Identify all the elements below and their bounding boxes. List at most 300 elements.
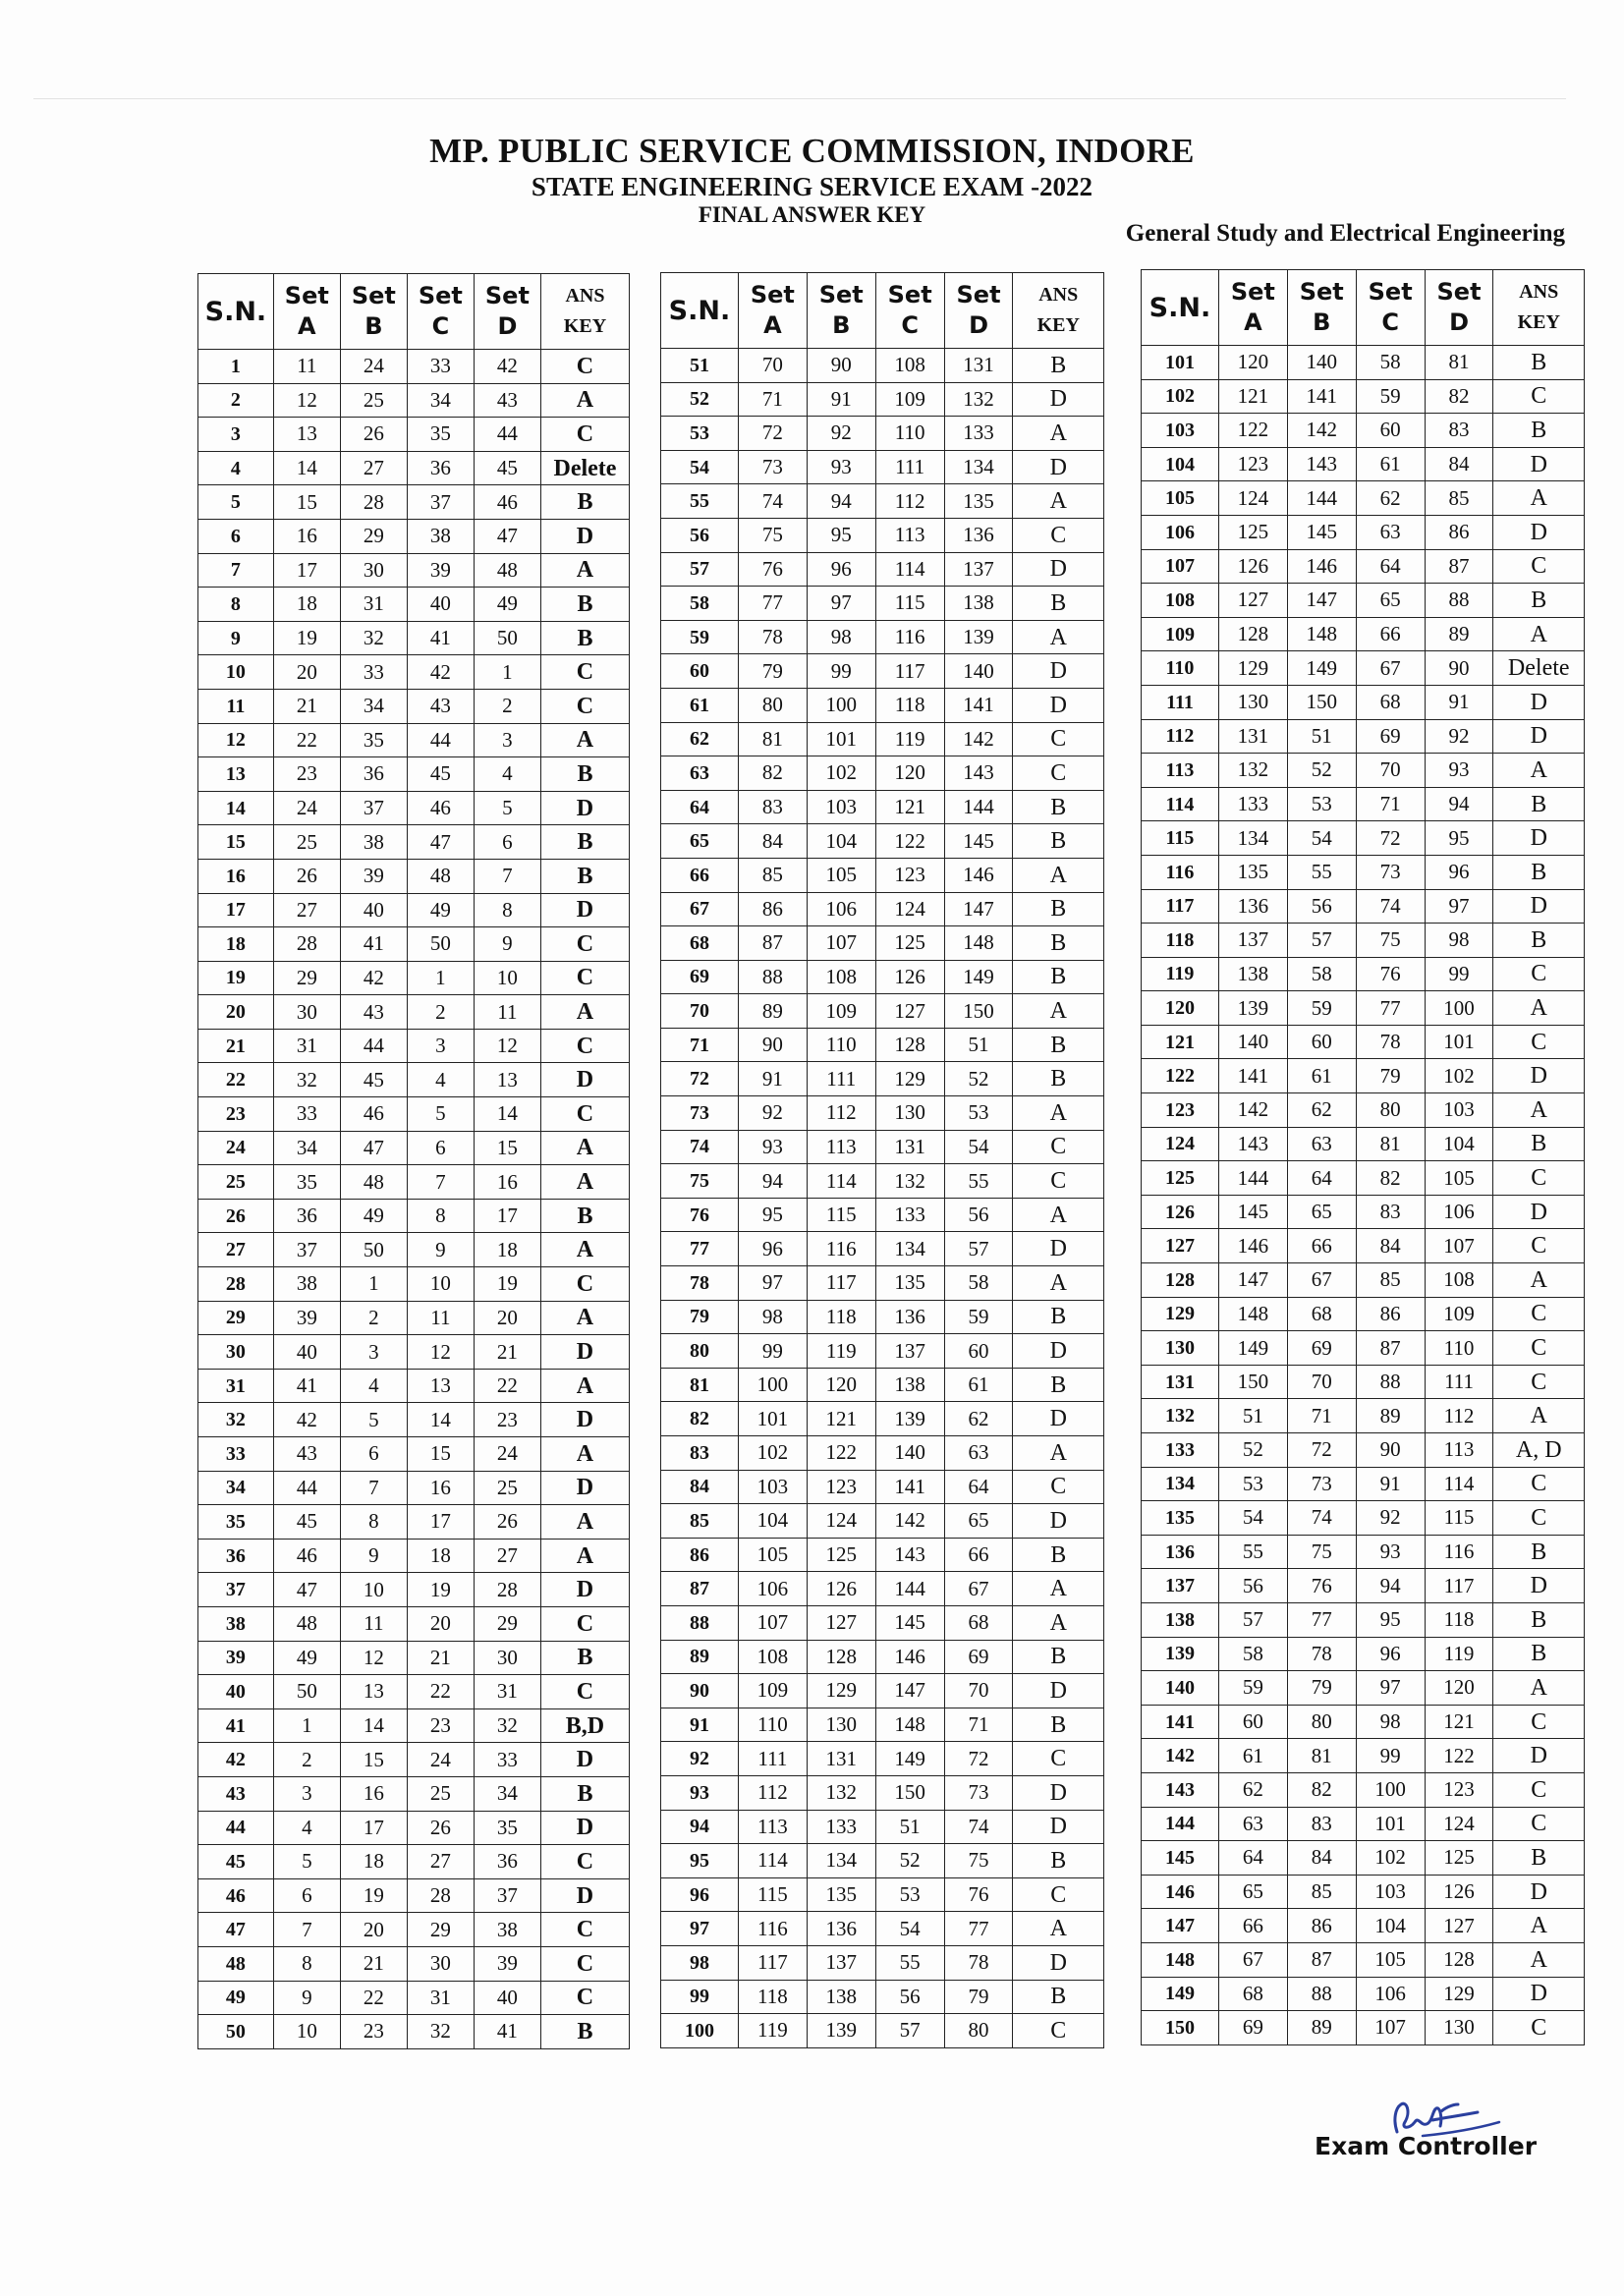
header-line-top: Set	[956, 281, 1001, 308]
sn-cell: 149	[1142, 1977, 1219, 2011]
set-d-cell: 31	[474, 1675, 540, 1709]
table-row	[1142, 515, 1585, 549]
set-d-cell: 112	[1425, 1399, 1493, 1433]
set-d-cell: 126	[1425, 1875, 1493, 1909]
set-d-cell: 70	[944, 1674, 1013, 1708]
set-c-cell: 80	[1356, 1093, 1425, 1128]
set-b-cell: 31	[340, 588, 407, 622]
ans-key-cell: A	[1493, 991, 1585, 1026]
ans-key-cell: D	[540, 1743, 629, 1777]
set-d-cell: 132	[944, 382, 1013, 417]
set-a-cell: 6	[273, 1878, 340, 1913]
set-d-cell: 127	[1425, 1909, 1493, 1943]
set-c-cell: 111	[875, 450, 944, 484]
set-b-cell: 11	[340, 1606, 407, 1641]
set-c-cell: 115	[875, 587, 944, 621]
set-d-cell: 47	[474, 519, 540, 553]
ans-key-cell: B	[1013, 1640, 1104, 1674]
table-row	[1142, 1535, 1585, 1569]
set-a-cell: 1	[273, 1708, 340, 1743]
ans-key-cell: D	[1493, 447, 1585, 481]
sn-cell: 147	[1142, 1909, 1219, 1943]
set-b-cell: 6	[340, 1437, 407, 1472]
header-line-bottom: C	[431, 312, 450, 340]
table-row	[198, 553, 630, 588]
sn-cell: 60	[661, 654, 739, 689]
table-row	[1142, 1433, 1585, 1468]
set-d-cell: 117	[1425, 1569, 1493, 1603]
set-d-cell: 55	[944, 1164, 1013, 1199]
sn-cell: 98	[661, 1945, 739, 1980]
set-b-cell: 80	[1287, 1705, 1356, 1739]
table-row	[661, 1504, 1104, 1539]
sn-cell: 66	[661, 858, 739, 892]
set-b-cell: 76	[1287, 1569, 1356, 1603]
table-row	[1142, 1501, 1585, 1536]
set-b-cell: 21	[340, 1946, 407, 1981]
table-row	[661, 1605, 1104, 1640]
sn-cell: 133	[1142, 1433, 1219, 1468]
set-a-cell: 9	[273, 1981, 340, 2015]
ans-key-cell: C	[1013, 1130, 1104, 1164]
set-a-cell: 90	[738, 1028, 807, 1062]
ans-key-cell: C	[1013, 756, 1104, 791]
set-b-cell: 13	[340, 1675, 407, 1709]
sn-cell: 86	[661, 1538, 739, 1572]
ans-key-cell: B	[540, 1776, 629, 1811]
table-row	[198, 859, 630, 893]
set-a-cell: 85	[738, 858, 807, 892]
set-d-cell: 131	[944, 349, 1013, 383]
set-b-cell: 138	[807, 1980, 875, 2014]
set-a-cell: 3	[273, 1776, 340, 1811]
sn-cell: 11	[198, 689, 274, 723]
set-c-cell: 3	[407, 1029, 474, 1063]
set-a-cell: 114	[738, 1844, 807, 1878]
ans-key-cell: B	[1013, 1028, 1104, 1062]
set-c-cell: 114	[875, 552, 944, 587]
set-d-cell: 140	[944, 654, 1013, 689]
header-row	[1142, 270, 1585, 346]
sn-cell: 46	[198, 1878, 274, 1913]
set-c-cell: 89	[1356, 1399, 1425, 1433]
set-a-cell: 146	[1218, 1229, 1287, 1263]
set-a-cell: 117	[738, 1945, 807, 1980]
set-c-cell: 73	[1356, 855, 1425, 889]
sn-cell: 146	[1142, 1875, 1219, 1909]
ans-key-cell: C	[1493, 549, 1585, 584]
set-b-cell: 51	[1287, 719, 1356, 754]
table-row	[198, 1641, 630, 1675]
set-b-cell: 93	[807, 450, 875, 484]
table-row	[661, 1980, 1104, 2014]
table-row	[198, 1606, 630, 1641]
header-set-c	[875, 273, 944, 349]
set-c-cell: 39	[407, 553, 474, 588]
set-d-cell: 6	[474, 825, 540, 860]
set-b-cell: 139	[807, 2014, 875, 2048]
ans-key-cell: C	[1493, 1501, 1585, 1536]
set-b-cell: 118	[807, 1300, 875, 1334]
ans-key-cell: A	[540, 553, 629, 588]
sn-cell: 47	[198, 1913, 274, 1947]
table-row	[198, 1403, 630, 1437]
set-b-cell: 32	[340, 621, 407, 655]
sn-cell: 50	[198, 2015, 274, 2049]
set-c-cell: 22	[407, 1675, 474, 1709]
table-row	[661, 892, 1104, 926]
ans-key-cell: B	[540, 621, 629, 655]
set-c-cell: 127	[875, 994, 944, 1029]
ans-key-cell: B	[540, 1199, 629, 1233]
set-a-cell: 149	[1218, 1331, 1287, 1366]
set-b-cell: 112	[807, 1096, 875, 1131]
set-a-cell: 104	[738, 1504, 807, 1539]
ans-key-cell: B	[540, 859, 629, 893]
ans-key-cell: C	[1493, 1807, 1585, 1841]
header-line-bottom: KEY	[1036, 314, 1080, 336]
set-d-cell: 30	[474, 1641, 540, 1675]
set-a-cell: 57	[1218, 1602, 1287, 1637]
set-b-cell: 70	[1287, 1365, 1356, 1399]
set-a-cell: 16	[273, 519, 340, 553]
set-c-cell: 71	[1356, 787, 1425, 821]
set-c-cell: 47	[407, 825, 474, 860]
table-row	[198, 1573, 630, 1607]
ans-key-cell: A	[540, 1131, 629, 1165]
set-b-cell: 45	[340, 1063, 407, 1097]
set-a-cell: 35	[273, 1165, 340, 1200]
ans-key-cell: C	[540, 1675, 629, 1709]
ans-key-cell: C	[540, 1913, 629, 1947]
table-row	[661, 1232, 1104, 1266]
header-line-bottom: B	[1313, 308, 1331, 336]
table-row	[198, 1811, 630, 1845]
set-b-cell: 103	[807, 790, 875, 824]
set-d-cell: 95	[1425, 821, 1493, 856]
table-row	[198, 1708, 630, 1743]
set-d-cell: 23	[474, 1403, 540, 1437]
set-a-cell: 8	[273, 1946, 340, 1981]
set-b-cell: 133	[807, 1810, 875, 1844]
set-b-cell: 49	[340, 1199, 407, 1233]
set-b-cell: 78	[1287, 1637, 1356, 1671]
set-d-cell: 34	[474, 1776, 540, 1811]
set-b-cell: 85	[1287, 1875, 1356, 1909]
set-c-cell: 25	[407, 1776, 474, 1811]
sn-cell: 7	[198, 553, 274, 588]
set-d-cell: 40	[474, 1981, 540, 2015]
set-a-cell: 109	[738, 1674, 807, 1708]
header-line-top: Set	[351, 282, 396, 309]
header-line-top: ANS	[565, 285, 605, 307]
set-c-cell: 121	[875, 790, 944, 824]
set-d-cell: 84	[1425, 447, 1493, 481]
table-row	[198, 655, 630, 690]
table-row	[1142, 617, 1585, 651]
ans-key-cell: D	[540, 1878, 629, 1913]
ans-key-cell: B	[1013, 349, 1104, 383]
sn-cell: 109	[1142, 617, 1219, 651]
table-row	[198, 689, 630, 723]
sn-cell: 113	[1142, 754, 1219, 788]
table-row	[198, 451, 630, 485]
set-c-cell: 23	[407, 1708, 474, 1743]
table-row	[1142, 481, 1585, 516]
set-d-cell: 113	[1425, 1433, 1493, 1468]
set-d-cell: 79	[944, 1980, 1013, 2014]
set-b-cell: 4	[340, 1369, 407, 1403]
set-c-cell: 131	[875, 1130, 944, 1164]
set-a-cell: 68	[1218, 1977, 1287, 2011]
set-d-cell: 78	[944, 1945, 1013, 1980]
set-a-cell: 92	[738, 1096, 807, 1131]
set-a-cell: 128	[1218, 617, 1287, 651]
table-row	[661, 1300, 1104, 1334]
ans-key-cell: Delete	[1493, 651, 1585, 686]
set-d-cell: 71	[944, 1708, 1013, 1742]
header-line-bottom: D	[1449, 308, 1469, 336]
set-d-cell: 138	[944, 587, 1013, 621]
set-a-cell: 53	[1218, 1467, 1287, 1501]
set-a-cell: 124	[1218, 481, 1287, 516]
set-b-cell: 110	[807, 1028, 875, 1062]
table-row	[1142, 1942, 1585, 1977]
set-c-cell: 10	[407, 1267, 474, 1302]
sn-cell: 24	[198, 1131, 274, 1165]
ans-key-cell: B	[1013, 960, 1104, 994]
set-d-cell: 73	[944, 1775, 1013, 1810]
set-d-cell: 28	[474, 1573, 540, 1607]
ans-key-cell: C	[1493, 957, 1585, 991]
set-a-cell: 97	[738, 1266, 807, 1301]
ans-key-cell: A	[1013, 484, 1104, 519]
set-b-cell: 107	[807, 926, 875, 961]
sn-cell: 83	[661, 1436, 739, 1471]
set-c-cell: 102	[1356, 1841, 1425, 1876]
sn-cell: 36	[198, 1539, 274, 1573]
set-a-cell: 91	[738, 1062, 807, 1096]
ans-key-cell: D	[1013, 1775, 1104, 1810]
set-c-cell: 120	[875, 756, 944, 791]
table-row	[1142, 447, 1585, 481]
set-b-cell: 111	[807, 1062, 875, 1096]
table-row	[661, 1130, 1104, 1164]
set-b-cell: 122	[807, 1436, 875, 1471]
set-a-cell: 48	[273, 1606, 340, 1641]
ans-key-cell: A	[1013, 858, 1104, 892]
ans-key-cell: C	[1493, 1365, 1585, 1399]
ans-key-cell: D	[540, 1063, 629, 1097]
ans-key-cell: A	[1493, 481, 1585, 516]
sn-cell: 65	[661, 824, 739, 859]
ans-key-cell: D	[1493, 1739, 1585, 1773]
set-a-cell: 60	[1218, 1705, 1287, 1739]
set-d-cell: 82	[1425, 379, 1493, 414]
ans-key-cell: A	[1013, 1096, 1104, 1131]
set-d-cell: 24	[474, 1437, 540, 1472]
table-row	[1142, 685, 1585, 719]
set-a-cell: 78	[738, 620, 807, 654]
ans-key-cell: D	[1013, 654, 1104, 689]
set-b-cell: 25	[340, 383, 407, 418]
table-row	[1142, 1671, 1585, 1706]
set-c-cell: 145	[875, 1605, 944, 1640]
ans-key-cell: A	[1493, 754, 1585, 788]
set-c-cell: 14	[407, 1403, 474, 1437]
table-row	[1142, 889, 1585, 924]
sn-cell: 37	[198, 1573, 274, 1607]
set-d-cell: 14	[474, 1097, 540, 1132]
header-line-bottom: A	[763, 311, 782, 339]
set-b-cell: 60	[1287, 1025, 1356, 1059]
set-b-cell: 38	[340, 825, 407, 860]
table-row	[1142, 1841, 1585, 1876]
set-c-cell: 98	[1356, 1705, 1425, 1739]
set-c-cell: 107	[1356, 2011, 1425, 2045]
ans-key-cell: D	[540, 1471, 629, 1505]
set-b-cell: 124	[807, 1504, 875, 1539]
set-c-cell: 93	[1356, 1535, 1425, 1569]
set-a-cell: 107	[738, 1605, 807, 1640]
sn-cell: 96	[661, 1877, 739, 1912]
set-c-cell: 100	[1356, 1772, 1425, 1807]
table-row	[661, 1334, 1104, 1369]
table-row	[198, 791, 630, 825]
set-a-cell: 62	[1218, 1772, 1287, 1807]
set-d-cell: 52	[944, 1062, 1013, 1096]
set-b-cell: 98	[807, 620, 875, 654]
ans-key-cell: D	[1013, 1945, 1104, 1980]
sn-cell: 59	[661, 620, 739, 654]
set-d-cell: 8	[474, 893, 540, 927]
set-d-cell: 136	[944, 518, 1013, 552]
header-set-b	[807, 273, 875, 349]
set-c-cell: 124	[875, 892, 944, 926]
set-d-cell: 111	[1425, 1365, 1493, 1399]
set-c-cell: 29	[407, 1913, 474, 1947]
set-d-cell: 85	[1425, 481, 1493, 516]
ans-key-cell: B	[540, 588, 629, 622]
ans-key-cell: A	[1493, 1671, 1585, 1706]
ans-key-cell: A	[540, 1369, 629, 1403]
set-b-cell: 18	[340, 1845, 407, 1879]
set-a-cell: 45	[273, 1505, 340, 1540]
set-d-cell: 92	[1425, 719, 1493, 754]
ans-key-cell: C	[1493, 1331, 1585, 1366]
set-c-cell: 58	[1356, 346, 1425, 380]
set-a-cell: 71	[738, 382, 807, 417]
set-a-cell: 19	[273, 621, 340, 655]
ans-key-cell: A	[540, 723, 629, 757]
table-row	[198, 588, 630, 622]
table-row	[1142, 855, 1585, 889]
table-row	[198, 1097, 630, 1132]
set-d-cell: 86	[1425, 515, 1493, 549]
table-row	[198, 350, 630, 384]
sn-cell: 140	[1142, 1671, 1219, 1706]
set-d-cell: 19	[474, 1267, 540, 1302]
set-d-cell: 67	[944, 1572, 1013, 1606]
sn-cell: 136	[1142, 1535, 1219, 1569]
table-row	[661, 1640, 1104, 1674]
set-a-cell: 73	[738, 450, 807, 484]
set-a-cell: 50	[273, 1675, 340, 1709]
sn-cell: 21	[198, 1029, 274, 1063]
set-d-cell: 65	[944, 1504, 1013, 1539]
set-c-cell: 136	[875, 1300, 944, 1334]
sn-cell: 30	[198, 1335, 274, 1370]
table-row	[661, 1708, 1104, 1742]
set-b-cell: 67	[1287, 1263, 1356, 1298]
header-line-bottom: D	[969, 311, 988, 339]
set-c-cell: 40	[407, 588, 474, 622]
set-a-cell: 137	[1218, 924, 1287, 958]
table-row	[1142, 1093, 1585, 1128]
set-b-cell: 137	[807, 1945, 875, 1980]
set-b-cell: 101	[807, 722, 875, 756]
set-b-cell: 102	[807, 756, 875, 791]
set-a-cell: 118	[738, 1980, 807, 2014]
set-d-cell: 44	[474, 418, 540, 452]
set-c-cell: 117	[875, 654, 944, 689]
set-b-cell: 2	[340, 1301, 407, 1335]
set-a-cell: 106	[738, 1572, 807, 1606]
header-row	[198, 274, 630, 350]
set-c-cell: 28	[407, 1878, 474, 1913]
exam-controller-label: Exam Controller	[1315, 2132, 1538, 2160]
ans-key-cell: A, D	[1493, 1433, 1585, 1468]
sn-cell: 131	[1142, 1365, 1219, 1399]
ans-key-cell: D	[1013, 1504, 1104, 1539]
set-a-cell: 133	[1218, 787, 1287, 821]
set-d-cell: 139	[944, 620, 1013, 654]
set-d-cell: 149	[944, 960, 1013, 994]
table-row	[1142, 924, 1585, 958]
table-row	[198, 1776, 630, 1811]
set-c-cell: 49	[407, 893, 474, 927]
set-b-cell: 81	[1287, 1739, 1356, 1773]
header-set-a	[738, 273, 807, 349]
sn-cell: 107	[1142, 549, 1219, 584]
ans-key-cell: C	[540, 1981, 629, 2015]
ans-key-cell: Delete	[540, 451, 629, 485]
ans-key-cell: A	[1013, 1266, 1104, 1301]
set-d-cell: 83	[1425, 414, 1493, 448]
header-set-a	[1218, 270, 1287, 346]
table-row	[198, 1233, 630, 1267]
table-row	[661, 1470, 1104, 1504]
ans-key-cell: D	[1013, 1810, 1104, 1844]
header-sn: S.N.	[198, 274, 274, 350]
ans-key-cell: B	[1493, 924, 1585, 958]
table-row	[661, 1062, 1104, 1096]
set-c-cell: 135	[875, 1266, 944, 1301]
ans-key-cell: A	[1493, 617, 1585, 651]
table-row	[198, 1335, 630, 1370]
table-row	[661, 450, 1104, 484]
set-d-cell: 15	[474, 1131, 540, 1165]
table-row	[198, 383, 630, 418]
table-row	[1142, 346, 1585, 380]
set-d-cell: 20	[474, 1301, 540, 1335]
set-a-cell: 139	[1218, 991, 1287, 1026]
set-b-cell: 106	[807, 892, 875, 926]
header-line-top: ANS	[1519, 281, 1559, 303]
sn-cell: 117	[1142, 889, 1219, 924]
sn-cell: 9	[198, 621, 274, 655]
table-row	[661, 1877, 1104, 1912]
